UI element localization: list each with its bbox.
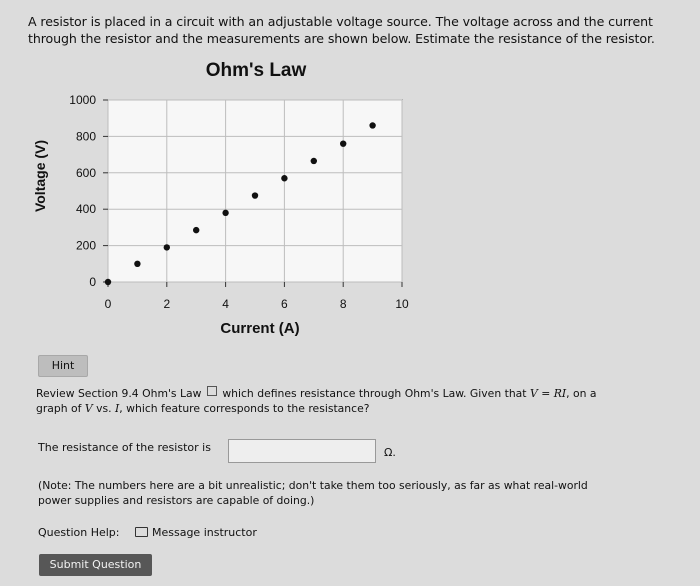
data-point bbox=[281, 175, 287, 181]
data-point bbox=[164, 244, 170, 250]
review-line2-c: , which feature corresponds to the resistance? bbox=[119, 402, 370, 415]
y-tick-label: 400 bbox=[75, 202, 96, 217]
review-part-2: which defines resistance through Ohm's Law. Given that bbox=[222, 387, 527, 400]
plot-area bbox=[108, 100, 402, 282]
line2-i: I bbox=[115, 402, 120, 415]
chart-title: Ohm's Law bbox=[205, 60, 307, 81]
review-line2-b: vs. bbox=[96, 402, 112, 415]
note-line-2: power supplies and resistors are capable of doing.) bbox=[38, 494, 315, 507]
message-instructor-link[interactable]: Message instructor bbox=[151, 526, 257, 539]
eq-v: V bbox=[529, 387, 538, 400]
data-point bbox=[193, 227, 199, 233]
data-point bbox=[311, 158, 317, 164]
problem-line-2: through the resistor and the measurements are shown below. Estimate the resistance of the resistor. bbox=[28, 31, 655, 46]
data-point bbox=[252, 192, 258, 198]
problem-line-1: A resistor is placed in a circuit with an adjustable voltage source. The voltage across and the current bbox=[28, 14, 653, 29]
hint-button[interactable]: Hint bbox=[38, 355, 88, 377]
x-axis-label: Current (A) bbox=[220, 320, 300, 337]
y-tick-label: 0 bbox=[89, 275, 96, 289]
line2-v: V bbox=[84, 402, 93, 415]
x-tick-label: 10 bbox=[395, 297, 409, 311]
review-part-1: Review Section 9.4 Ohm's Law bbox=[36, 387, 202, 400]
data-point bbox=[369, 122, 375, 128]
note-line-1: (Note: The numbers here are a bit unrealistic; don't take them too seriously, as far as what real-world bbox=[38, 479, 588, 492]
y-axis-label: Voltage (V) bbox=[32, 139, 48, 213]
review-part-3: , on a bbox=[566, 387, 597, 400]
y-tick-label: 200 bbox=[75, 238, 96, 253]
question-help-label: Question Help: bbox=[38, 526, 120, 539]
y-axis-ticks bbox=[69, 93, 108, 289]
submit-question-button[interactable]: Submit Question bbox=[39, 554, 152, 576]
eq-ri: RI bbox=[553, 387, 567, 400]
x-tick-label: 0 bbox=[104, 297, 112, 311]
mail-icon[interactable] bbox=[135, 527, 148, 537]
resistance-input[interactable] bbox=[228, 439, 376, 463]
x-tick-label: 2 bbox=[163, 297, 171, 311]
data-point bbox=[134, 261, 140, 267]
y-tick-label: 800 bbox=[75, 129, 96, 144]
y-tick-label: 600 bbox=[75, 165, 96, 180]
eq-equals: = bbox=[541, 387, 551, 400]
data-point bbox=[222, 210, 228, 216]
unit-label: Ω. bbox=[384, 446, 396, 459]
question-help bbox=[38, 526, 257, 539]
review-text bbox=[36, 386, 676, 416]
answer-prompt: The resistance of the resistor is bbox=[38, 441, 211, 454]
x-tick-label: 6 bbox=[281, 297, 288, 311]
external-link-icon[interactable] bbox=[207, 386, 217, 396]
data-point bbox=[105, 279, 111, 285]
data-point bbox=[340, 140, 346, 146]
y-tick-label: 1000 bbox=[69, 93, 96, 107]
x-tick-label: 4 bbox=[222, 297, 229, 311]
note-text bbox=[38, 478, 658, 508]
x-axis-ticks bbox=[105, 282, 409, 311]
x-tick-label: 8 bbox=[339, 297, 347, 311]
review-line2-a: graph of bbox=[36, 402, 82, 415]
